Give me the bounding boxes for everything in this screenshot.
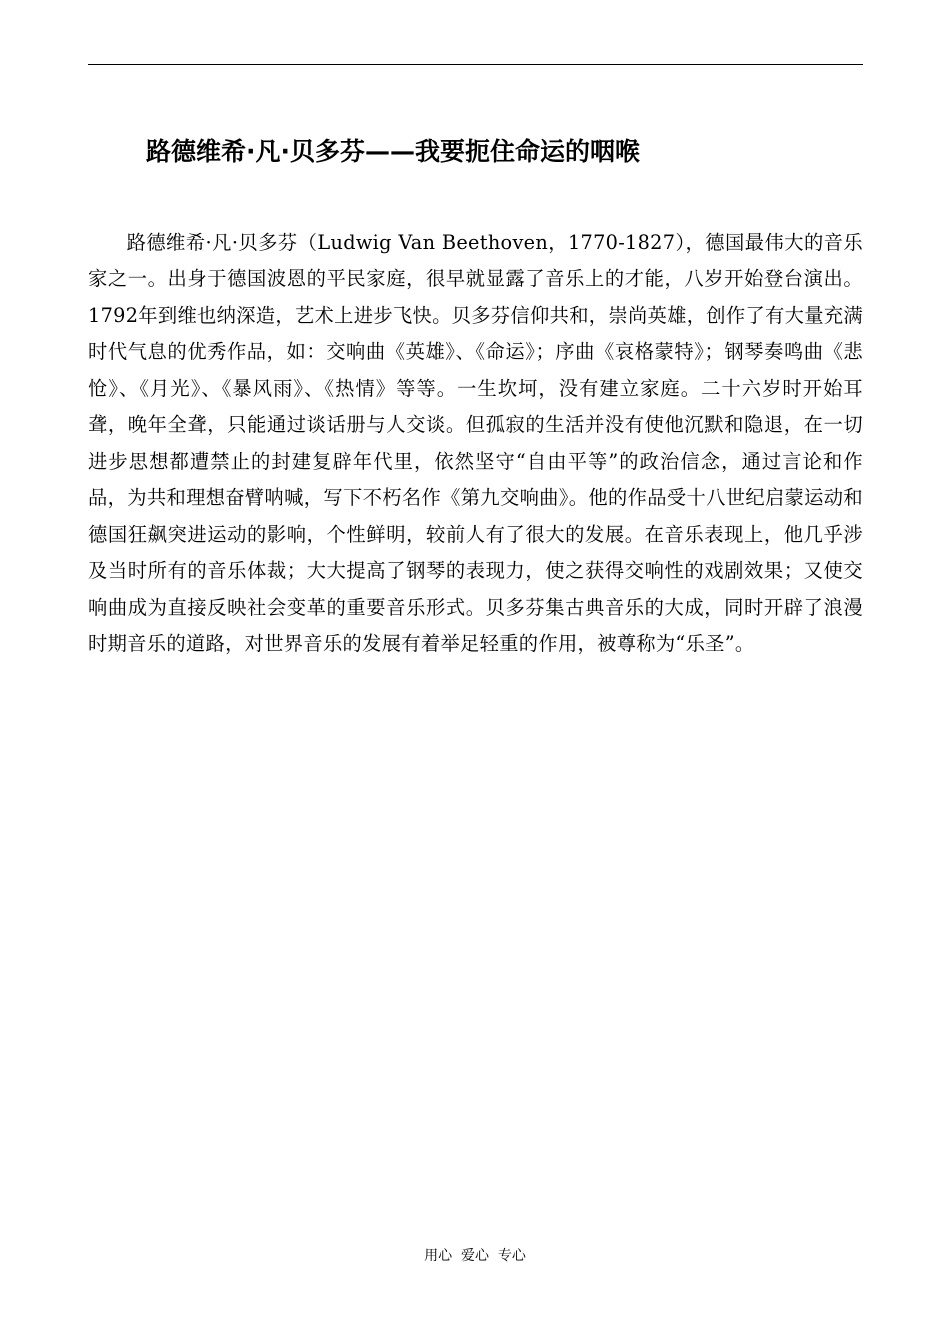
body-paragraph: 路德维希·凡·贝多芬（Ludwig Van Beethoven，1770-1827），德国最伟大的音乐家之一。出身于德国波恩的平民家庭，很早就显露了音乐上的才能，八岁开始登台演出。1792年到维也纳深造，艺术上进步飞快。贝多芬信仰共和，崇尚英雄，创作了有大量充满时代气息的优秀作品，如：交响曲《英雄》、《命运》；序曲《哀格蒙特》；钢琴奏鸣曲《悲怆》、《月光》、《暴风雨》、《热情》等等。一生坎坷，没有建立家庭。二十六岁时开始耳聋，晚年全聋，只能通过谈话册与人交谈。但孤寂的生活并没有使他沉默和隐退，在一切进步思想都遭禁止的封建复辟年代里，依然坚守“自由平等”的政治信念，通过言论和作品，为共和理想奋臂呐喊，写下不朽名作《第九交响曲》。他的作品受十八世纪启蒙运动和德国狂飙突进运动的影响，个性鲜明，较前人有了很大的发展。在音乐表现上，他几乎涉及当时所有的音乐体裁；大大提高了钢琴的表现力，使之获得交响性的戏剧效果；又使交响曲成为直接反映社会变革的重要音乐形式。贝多芬集古典音乐的大成，同时开辟了浪漫时期音乐的道路，对世界音乐的发展有着举足轻重的作用，被尊称为“乐圣”。 bbox=[88, 231, 863, 655]
page-title: 路德维希·凡·贝多芬——我要扼住命运的咽喉 bbox=[146, 137, 640, 166]
header-rule bbox=[88, 64, 863, 65]
page-footer: 用心 爱心 专心 bbox=[424, 1248, 526, 1264]
